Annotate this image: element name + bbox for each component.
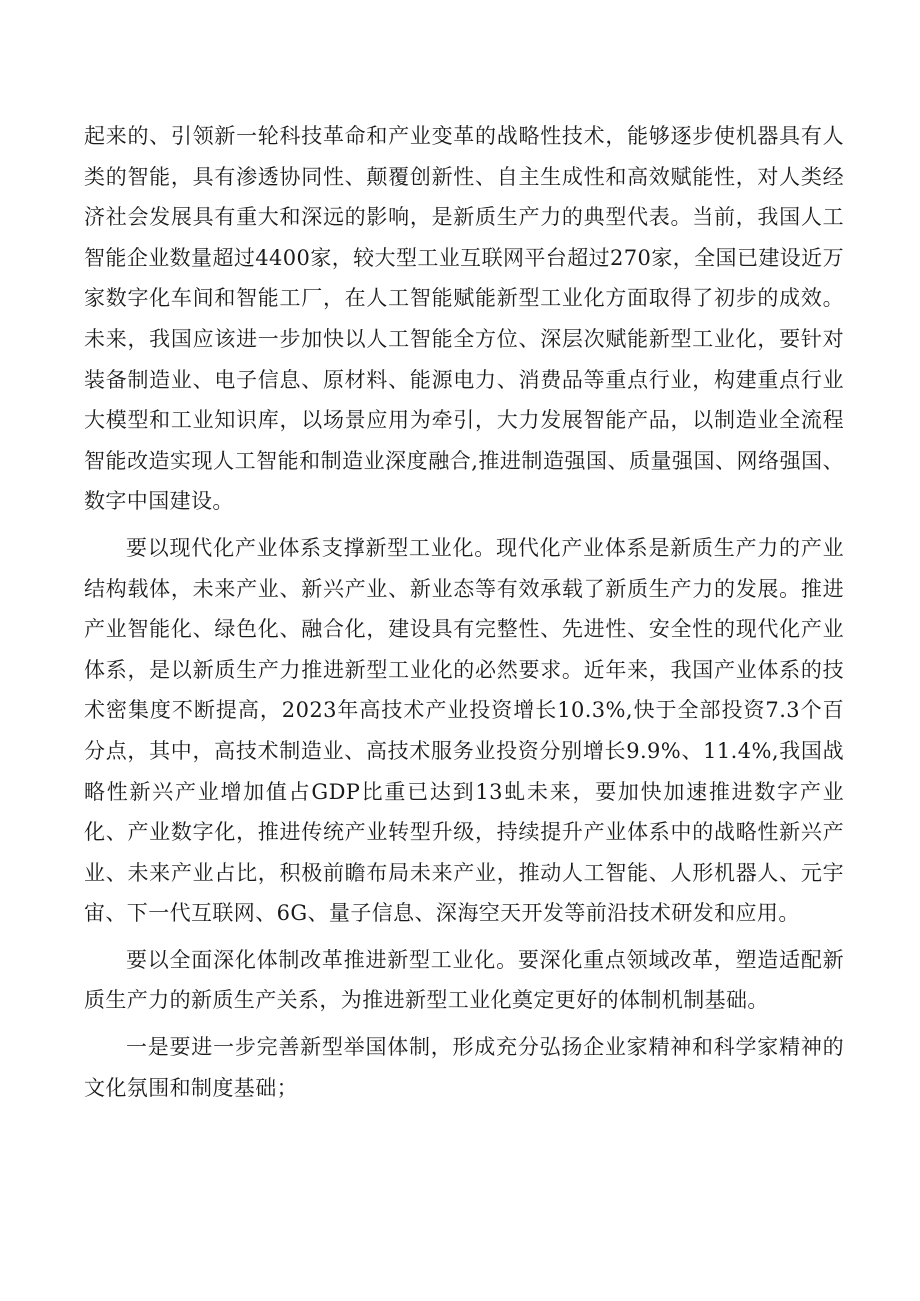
paragraph-modern-industrial-system: 要以现代化产业体系支撑新型工业化。现代化产业体系是新质生产力的产业结构载体，未来产业、新兴产业、新业态等有效承载了新质生产力的发展。推进产业智能化、绿色化、融合化，建设具有完整性、先进性、安全性的现代化产业体系，是以新质生产力推进新型工业化的必然要求。近年来，我国产业体系的技术密集度不断提高，2023年高技术产业投资增长10.3%,快于全部投资7.3个百分点，其中，高技术制造业、高技术服务业投资分别增长9.9%、11.4%,我国战略性新兴产业增加值占GDP比重已达到13虬未来，要加快加速推进数字产业化、产业数字化，推进传统产业转型升级，持续提升产业体系中的战略性新兴产业、未来产业占比，积极前瞻布局未来产业，推动人工智能、人形机器人、元宇宙、下一代互联网、6G、量子信息、深海空天开发等前沿技术研发和应用。 (84, 535, 844, 926)
document-body (84, 116, 844, 1108)
paragraph-point-one: 一是要进一步完善新型举国体制，形成充分弘扬企业家精神和科学家精神的文化氛围和制度基础； (84, 1035, 844, 1100)
paragraph-institutional-reform: 要以全面深化体制改革推进新型工业化。要深化重点领域改革，塑造适配新质生产力的新质生产关系，为推进新型工业化奠定更好的体制机制基础。 (84, 947, 844, 1013)
paragraph-ai-industrialization: 起来的、引领新一轮科技革命和产业变革的战略性技术，能够逐步使机器具有人类的智能，具有渗透协同性、颠覆创新性、自主生成性和高效赋能性，对人类经济社会发展具有重大和深远的影响，是新质生产力的典型代表。当前，我国人工智能企业数量超过4400家，较大型工业互联网平台超过270家，全国已建设近万家数字化车间和智能工厂，在人工智能赋能新型工业化方面取得了初步的成效。未来，我国应该进一步加快以人工智能全方位、深层次赋能新型工业化，要针对装备制造业、电子信息、原材料、能源电力、消费品等重点行业，构建重点行业大模型和工业知识库，以场景应用为牵引，大力发展智能产品，以制造业全流程智能改造实现人工智能和制造业深度融合,推进制造强国、质量强国、网络强国、数字中国建设。 (84, 124, 844, 514)
